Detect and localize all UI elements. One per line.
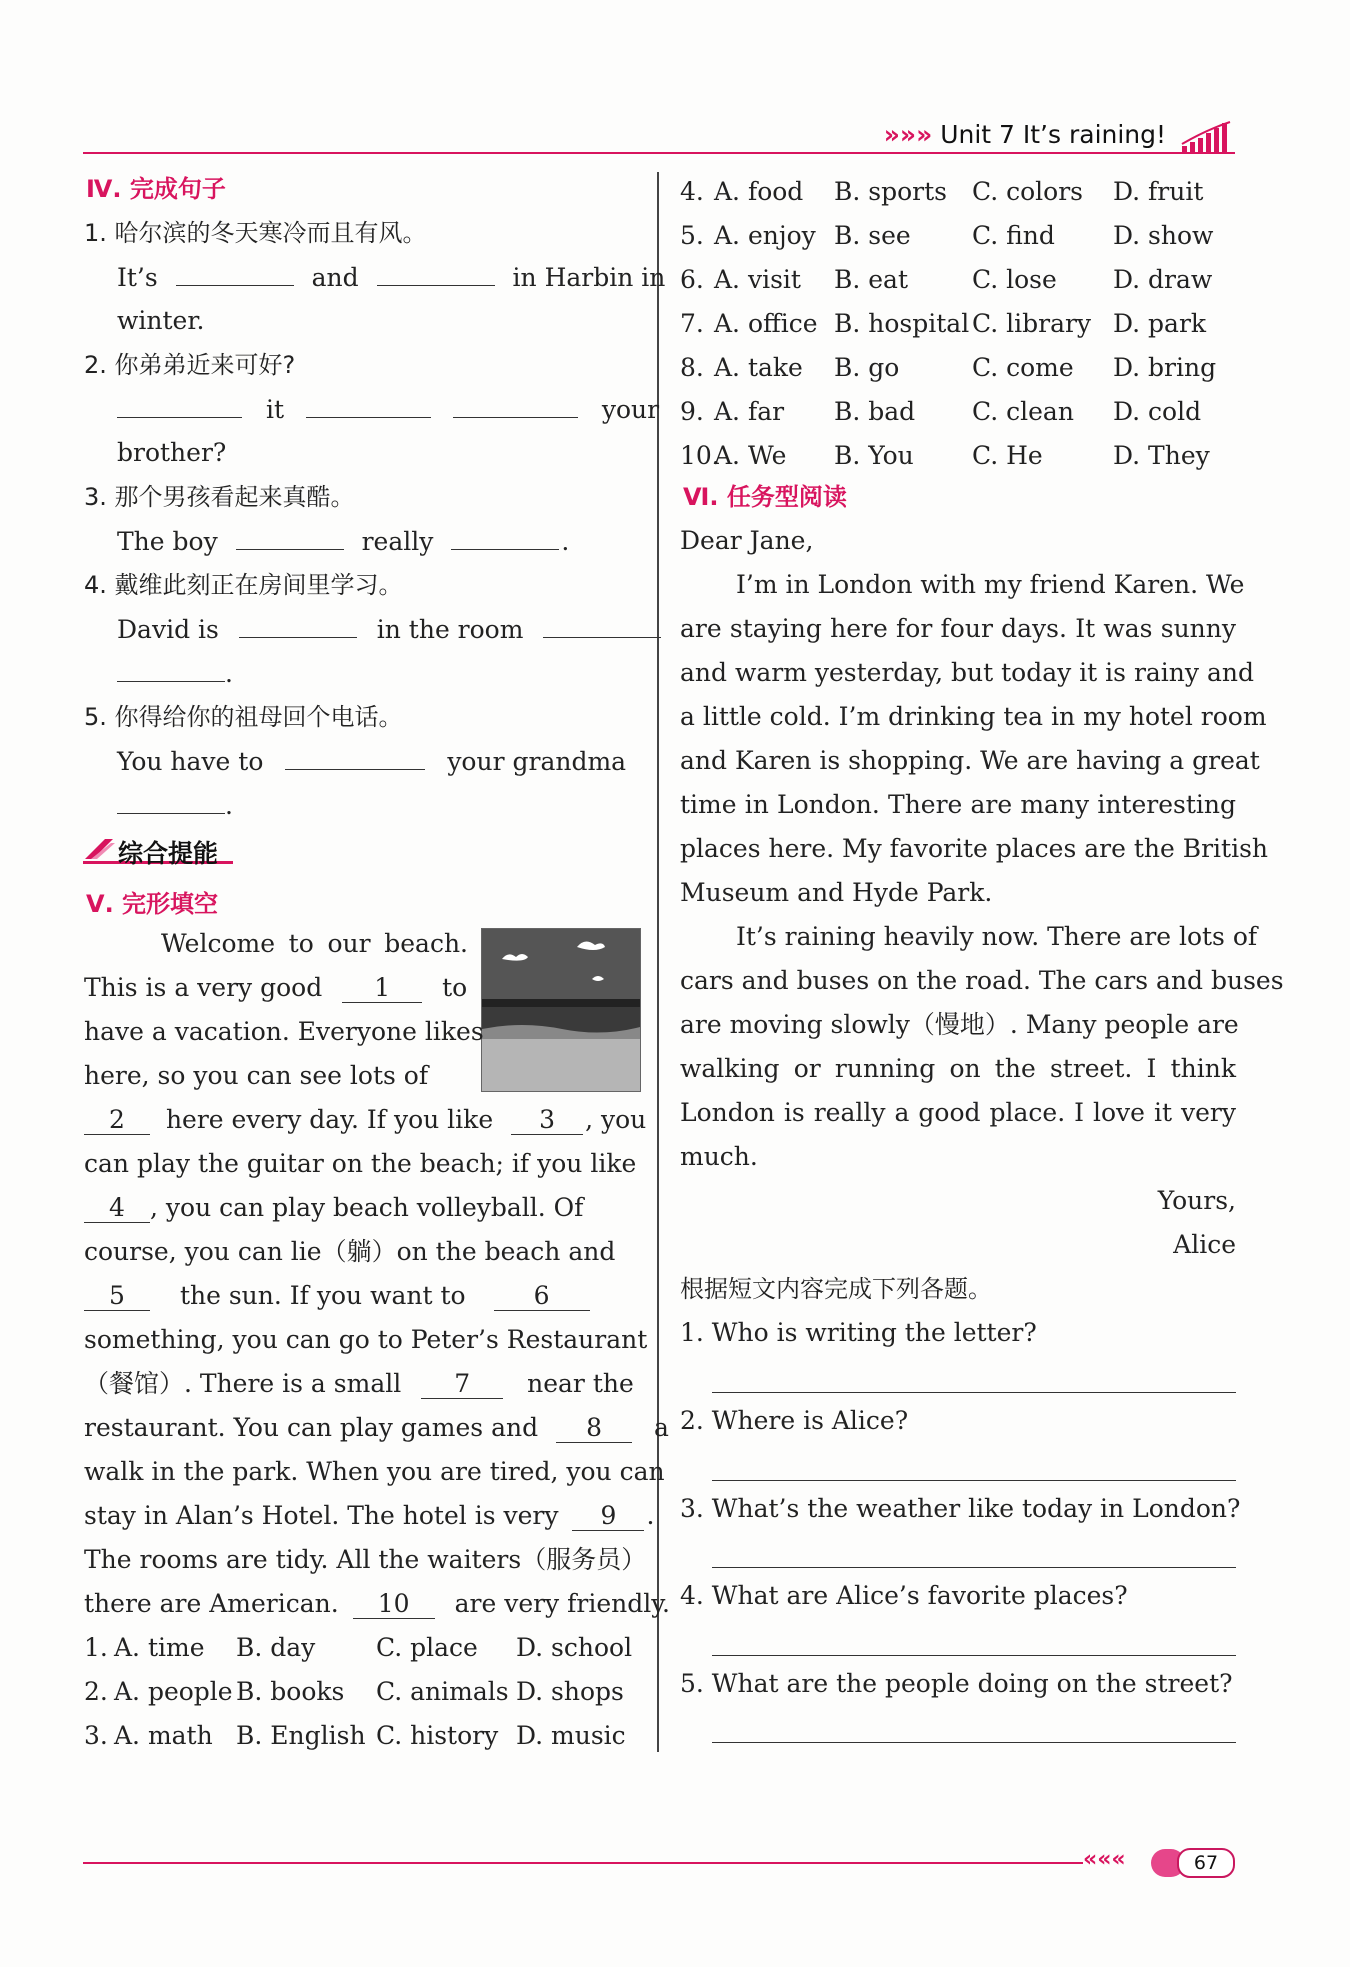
letter-line: Museum and Hyde Park. [680, 878, 993, 907]
letter-line: It’s raining heavily now. There are lots of [736, 922, 1258, 951]
section-v-title: Ⅴ. 完形填空 [86, 890, 219, 918]
letter-line: London is really a good place. I love it very [680, 1098, 1236, 1127]
reading-question-5: 5. What are the people doing on the street? [680, 1669, 1233, 1698]
q4-english: David is in the room [117, 607, 661, 652]
header-chevrons: »»» [883, 120, 933, 149]
section-iv-title: Ⅳ. 完成句子 [86, 175, 226, 203]
cloze-line-15: The rooms are tidy. All the waiters（服务员） [84, 1545, 647, 1574]
option-row-3: 3. A. math B. English C. history D. music [84, 1721, 626, 1750]
option-row-1: 1. A. time B. day C. place D. school [84, 1633, 633, 1662]
beach-picture [481, 928, 641, 1092]
q5-english: You have to your grandma [117, 739, 626, 784]
cloze-blank-5[interactable]: 5 [84, 1282, 150, 1311]
page-number: 67 [1177, 1848, 1235, 1878]
q2-blank-2[interactable] [306, 387, 431, 418]
cloze-blank-6[interactable]: 6 [494, 1282, 590, 1311]
q5-chinese: 5. 你得给你的祖母回个电话。 [84, 703, 403, 731]
option-row-10: 10.A. We B. You C. He D. They [680, 441, 1210, 470]
cloze-line-11: （餐馆）. There is a small 7 near the [84, 1369, 634, 1398]
banner-title: 综合提能 [118, 839, 219, 868]
cloze-line-13: walk in the park. When you are tired, you can [84, 1457, 665, 1486]
cloze-line-12: restaurant. You can play games and 8 a [84, 1413, 669, 1442]
letter-signature: Alice [1173, 1230, 1236, 1259]
option-row-9: 9. A. far B. bad C. clean D. cold [680, 397, 1202, 426]
cloze-line-10: something, you can go to Peter’s Restaurant [84, 1325, 648, 1354]
option-row-4: 4. A. food B. sports C. colors D. fruit [680, 177, 1204, 206]
cloze-line-2: This is a very good 1 to [84, 973, 468, 1002]
cloze-blank-1[interactable]: 1 [342, 974, 422, 1003]
cloze-blank-9[interactable]: 9 [572, 1502, 644, 1531]
reading-question-4: 4. What are Alice’s favorite places? [680, 1581, 1128, 1610]
answer-line-2[interactable] [712, 1480, 1236, 1481]
cloze-line-4: here, so you can see lots of [84, 1061, 429, 1090]
q1-continuation: winter. [117, 306, 205, 335]
cloze-line-9: 5 the sun. If you want to 6 [84, 1274, 590, 1318]
letter-line: time in London. There are many interesting [680, 790, 1236, 819]
q2-blank-3[interactable] [453, 387, 578, 418]
letter-line: cars and buses on the road. The cars and buses [680, 966, 1284, 995]
option-row-5: 5. A. enjoy B. see C. find D. show [680, 221, 1214, 250]
option-row-6: 6. A. visit B. eat C. lose D. draw [680, 265, 1213, 294]
cloze-line-8: course, you can lie（躺）on the beach and [84, 1237, 616, 1266]
cloze-blank-10[interactable]: 10 [353, 1590, 435, 1619]
cloze-line-14: stay in Alan’s Hotel. The hotel is very 9 . [84, 1501, 655, 1530]
q4-blank-2[interactable] [543, 607, 661, 638]
q5-blank-1[interactable] [285, 739, 425, 770]
answer-line-4[interactable] [712, 1655, 1236, 1656]
q4-blank-3[interactable] [117, 651, 225, 682]
unit-title: Unit 7 It’s raining! [940, 120, 1167, 149]
letter-line: a little cold. I’m drinking tea in my hotel room [680, 702, 1267, 731]
letter-line: are moving slowly（慢地）. Many people are [680, 1010, 1239, 1039]
q2-english: it your [117, 387, 639, 432]
letter-line: I’m in London with my friend Karen. We [736, 570, 1245, 599]
q2-continuation: brother? [117, 438, 227, 467]
q3-chinese: 3. 那个男孩看起来真酷。 [84, 483, 355, 511]
q3-english: The boy really . [117, 519, 569, 564]
answer-line-5[interactable] [712, 1742, 1236, 1743]
letter-greeting: Dear Jane, [680, 526, 814, 555]
reading-instruction: 根据短文内容完成下列各题。 [680, 1275, 992, 1303]
q2-blank-1[interactable] [117, 387, 242, 418]
reading-question-1: 1. Who is writing the letter? [680, 1318, 1037, 1347]
option-row-7: 7. A. office B. hospital C. library D. park [680, 309, 1207, 338]
q5-continuation: . [117, 783, 233, 828]
cloze-line-16: there are American. 10 are very friendly. [84, 1589, 670, 1618]
q1-blank-1[interactable] [176, 255, 294, 286]
letter-line: much. [680, 1142, 758, 1171]
q4-continuation: . [117, 651, 233, 696]
option-row-2: 2. A. people B. books C. animals D. shops [84, 1677, 624, 1706]
cloze-line-1: Welcome to our beach. [161, 929, 468, 958]
cloze-blank-2[interactable]: 2 [84, 1106, 150, 1135]
footer-chevrons: ««« [1083, 1847, 1126, 1872]
option-row-8: 8. A. take B. go C. come D. bring [680, 353, 1217, 382]
reading-question-3: 3. What’s the weather like today in London? [680, 1494, 1241, 1523]
cloze-line-6: can play the guitar on the beach; if you like [84, 1149, 637, 1178]
cloze-line-7: 4 , you can play beach volleyball. Of [84, 1186, 583, 1230]
answer-line-3[interactable] [712, 1567, 1236, 1568]
reading-question-2: 2. Where is Alice? [680, 1406, 909, 1435]
letter-line: walking or running on the street. I think [680, 1054, 1236, 1083]
q4-blank-1[interactable] [239, 607, 357, 638]
letter-closing: Yours, [1157, 1186, 1236, 1215]
answer-line-1[interactable] [712, 1392, 1236, 1393]
q1-blank-2[interactable] [377, 255, 495, 286]
cloze-blank-7[interactable]: 7 [421, 1370, 503, 1399]
q3-blank-2[interactable] [451, 519, 559, 550]
footer-rule [83, 1862, 1083, 1864]
cloze-line-5: 2 here every day. If you like 3 , you [84, 1098, 639, 1142]
q2-chinese: 2. 你弟弟近来可好? [84, 351, 296, 379]
cloze-blank-4[interactable]: 4 [84, 1194, 150, 1223]
header-rule [83, 152, 1235, 154]
cloze-line-3: have a vacation. Everyone likes [84, 1017, 484, 1046]
letter-line: are staying here for four days. It was sunny [680, 614, 1236, 643]
section-vi-title: Ⅵ. 任务型阅读 [683, 483, 847, 511]
q5-blank-2[interactable] [117, 783, 225, 814]
cloze-blank-8[interactable]: 8 [556, 1414, 632, 1443]
cloze-blank-3[interactable]: 3 [511, 1106, 583, 1135]
letter-line: and warm yesterday, but today it is rainy and [680, 658, 1254, 687]
signal-bars-icon [1180, 120, 1236, 156]
q1-english: It’s and in Harbin in [117, 255, 639, 300]
letter-line: places here. My favorite places are the British [680, 834, 1269, 863]
q3-blank-1[interactable] [236, 519, 344, 550]
q4-chinese: 4. 戴维此刻正在房间里学习。 [84, 571, 403, 599]
letter-line: and Karen is shopping. We are having a great [680, 746, 1260, 775]
q1-chinese: 1. 哈尔滨的冬天寒冷而且有风。 [84, 219, 427, 247]
